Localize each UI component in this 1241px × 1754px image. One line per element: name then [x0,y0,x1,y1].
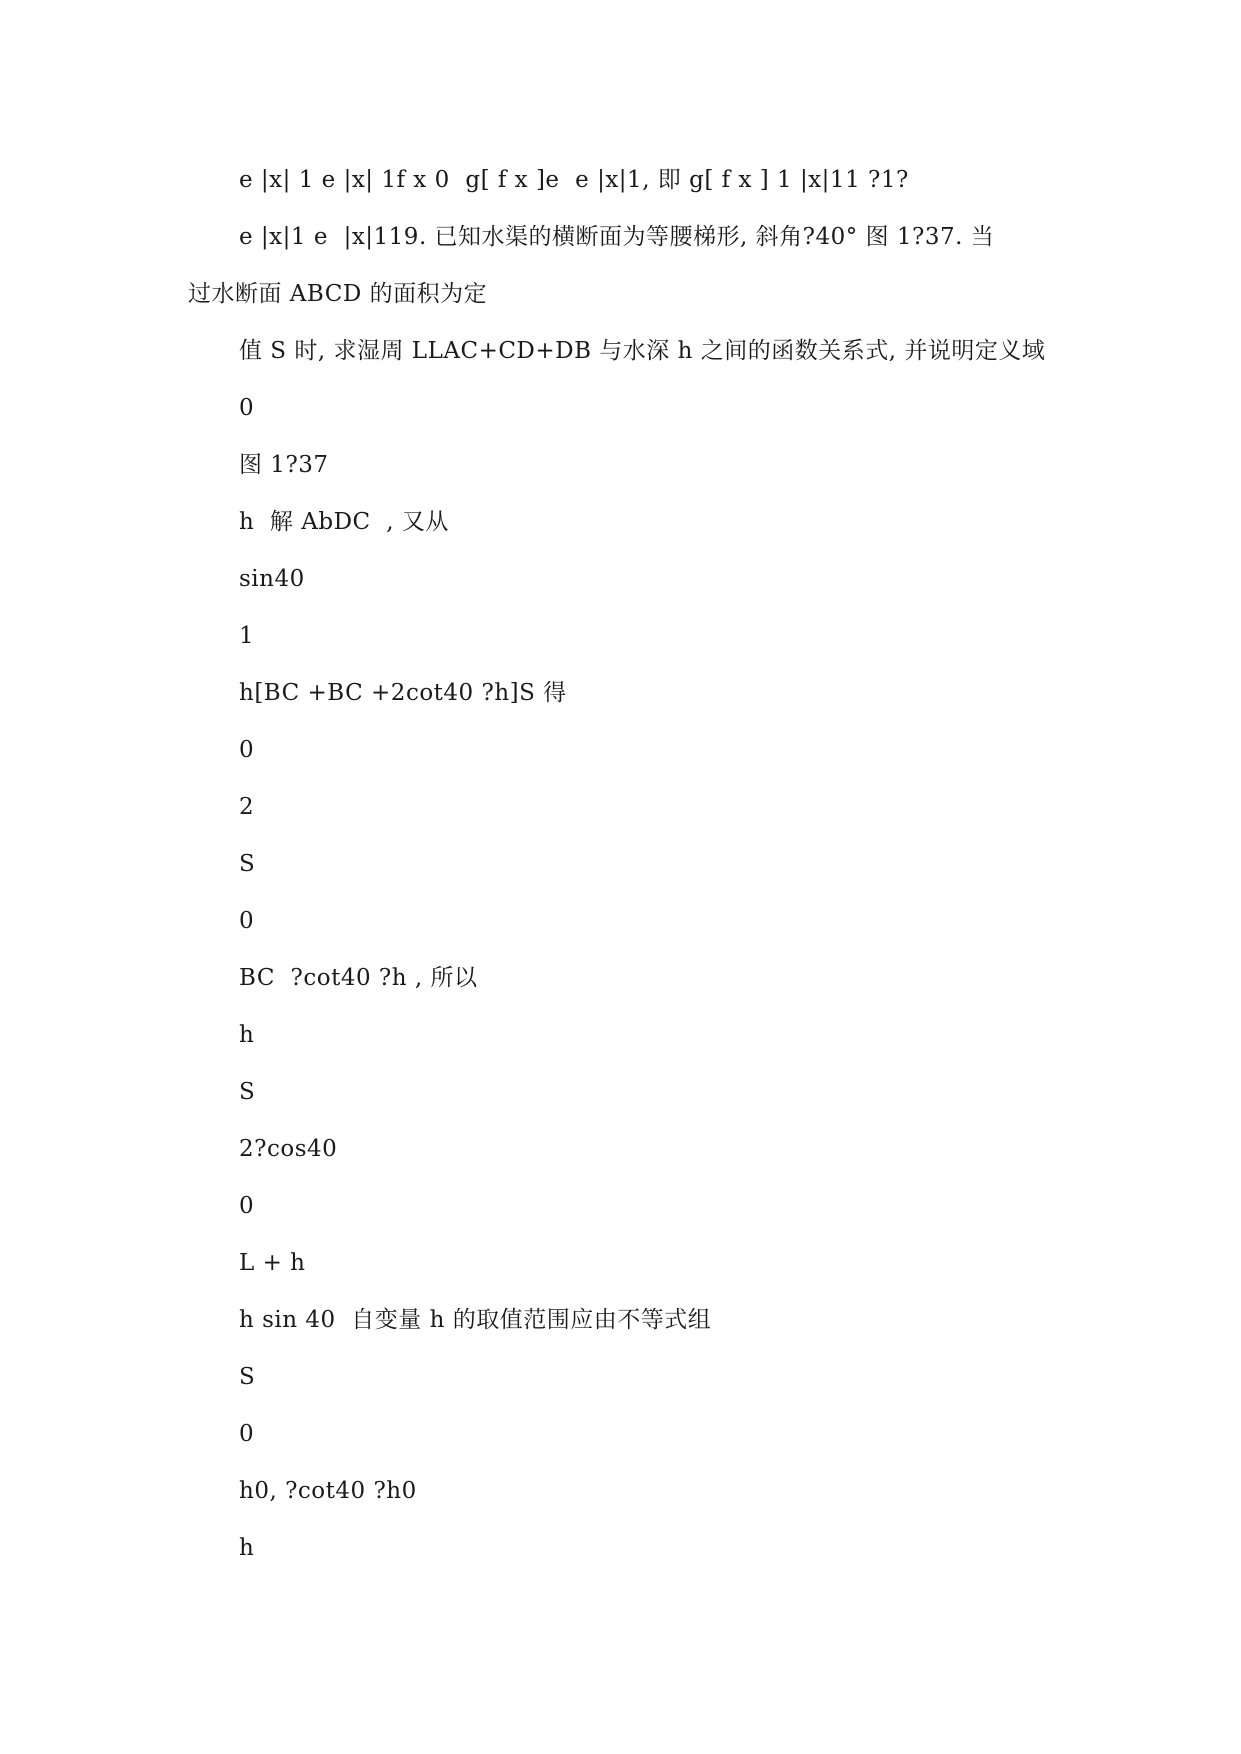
text-line-2: e |x|1 e |x|119. 已知水渠的横断面为等腰梯形, 斜角?40° 图 1?37. 当 [239,224,995,250]
text-line-8: sin40 [239,566,305,592]
text-line-5: 0 [239,395,255,421]
text-line-23: 0 [239,1421,255,1447]
text-line-18: 2?cos40 [239,1136,338,1162]
text-line-22: S [239,1364,256,1390]
text-line-4: 值 S 时, 求湿周 LLAC+CD+DB 与水深 h 之间的函数关系式, 并说明定义域 [239,338,1046,364]
text-line-3: 过水断面 ABCD 的面积为定 [188,281,488,307]
text-line-6: 图 1?37 [239,452,329,478]
text-line-25: h [239,1535,255,1561]
text-line-13: S [239,851,256,877]
text-line-12: 2 [239,794,255,820]
text-line-14: 0 [239,908,255,934]
text-line-24: h0, ?cot40 ?h0 [239,1478,417,1504]
text-line-9: 1 [239,623,255,649]
text-line-21: h sin 40 自变量 h 的取值范围应由不等式组 [239,1307,712,1333]
text-line-19: 0 [239,1193,255,1219]
text-line-1: e |x| 1 e |x| 1f x 0 g[ f x ]e e |x|1, 即 g[ f x ] 1 |x|11 ?1? [239,167,909,193]
text-line-7: h 解 AbDC , 又从 [239,509,449,535]
text-line-20: L + h [239,1250,306,1276]
text-line-11: 0 [239,737,255,763]
text-line-16: h [239,1022,255,1048]
text-line-10: h[BC +BC +2cot40 ?h]S 得 [239,680,567,706]
text-line-15: BC ?cot40 ?h , 所以 [239,965,478,991]
text-line-17: S [239,1079,256,1105]
